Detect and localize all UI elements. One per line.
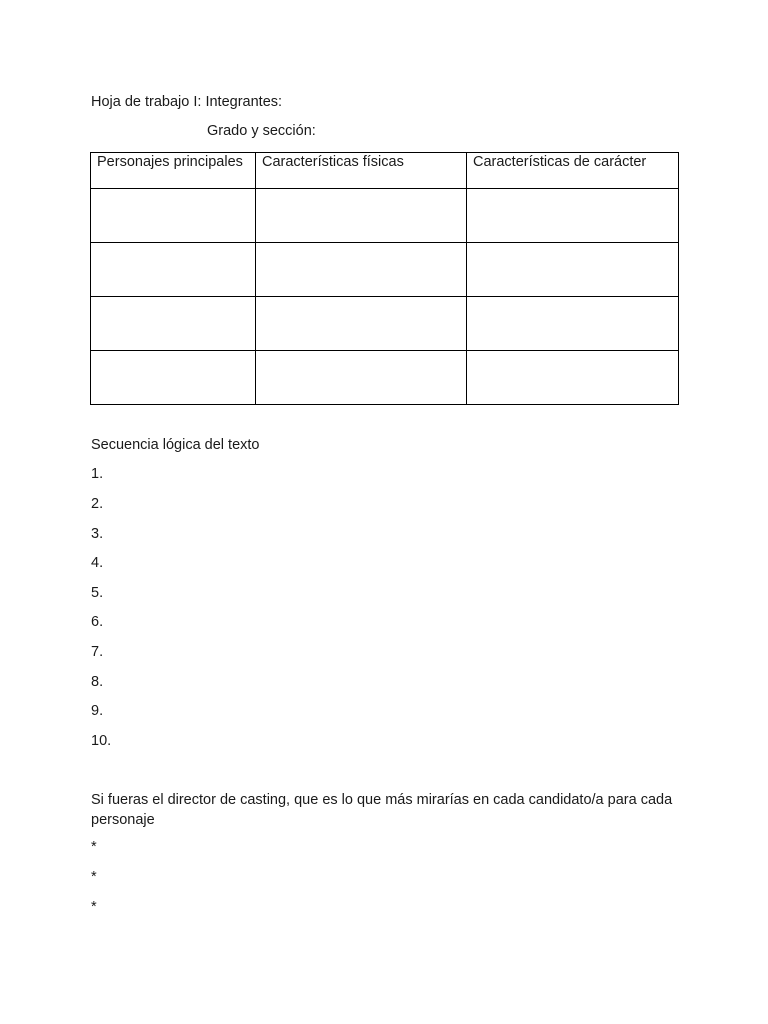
column-header-character-traits: Características de carácter — [467, 153, 679, 189]
column-header-main-characters: Personajes principales — [91, 153, 256, 189]
characters-table — [90, 152, 679, 405]
table-cell — [91, 351, 256, 405]
table-cell — [256, 243, 467, 297]
table-row — [91, 189, 679, 243]
grade-section-label: Grado y sección: — [207, 123, 316, 139]
sequence-item: 5. — [91, 585, 104, 601]
table-row — [91, 351, 679, 405]
sequence-item: 1. — [91, 466, 104, 482]
sequence-item: 3. — [91, 526, 104, 542]
answer-bullet: * — [91, 869, 97, 885]
answer-bullet: * — [91, 839, 97, 855]
table-cell — [91, 297, 256, 351]
table-row — [91, 297, 679, 351]
table-header-row — [91, 153, 679, 189]
sequence-item: 4. — [91, 555, 104, 571]
worksheet-title: Hoja de trabajo I: Integrantes: — [91, 94, 283, 110]
sequence-item: 8. — [91, 674, 104, 690]
table-row — [91, 243, 679, 297]
table-cell — [467, 189, 679, 243]
casting-question: Si fueras el director de casting, que es lo que más mirarías en cada candidato/a para cada personaje — [91, 792, 673, 828]
sequence-item: 7. — [91, 644, 104, 660]
answer-bullet: * — [91, 899, 97, 915]
table-cell — [467, 351, 679, 405]
table-cell — [91, 189, 256, 243]
sequence-item: 6. — [91, 614, 104, 630]
table-cell — [256, 189, 467, 243]
sequence-item: 10. — [91, 733, 112, 749]
table-cell — [467, 297, 679, 351]
sequence-item: 9. — [91, 703, 104, 719]
column-header-physical-traits: Características físicas — [256, 153, 467, 189]
table-cell — [467, 243, 679, 297]
table-cell — [256, 297, 467, 351]
table-cell — [91, 243, 256, 297]
sequence-item: 2. — [91, 496, 104, 512]
sequence-title: Secuencia lógica del texto — [91, 437, 260, 453]
table-cell — [256, 351, 467, 405]
